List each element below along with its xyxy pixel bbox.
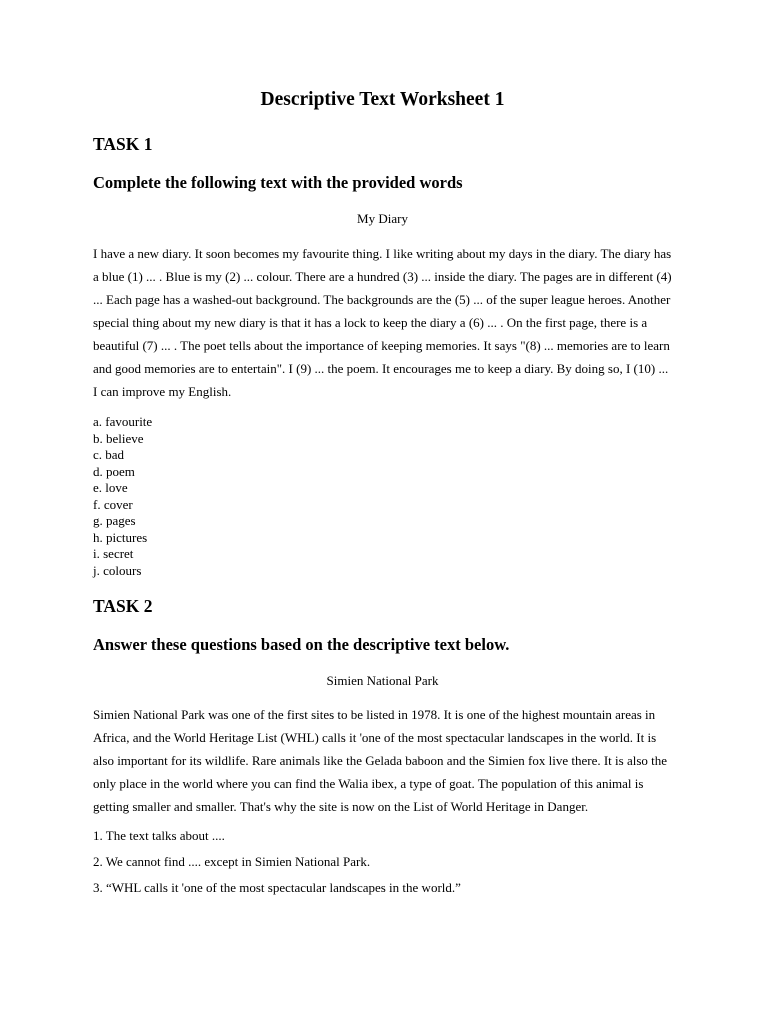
task2-passage-title: Simien National Park <box>326 673 439 688</box>
word-option: c. bad <box>93 447 125 462</box>
word-option: e. love <box>93 480 128 495</box>
task1-passage-title: My Diary <box>357 211 408 226</box>
task1-passage: I have a new diary. It soon becomes my favourite thing. I like writing about my days in the diary. The diary has a blue (1) ... . Blue is my (2) ... colour. There are a hundred (3) ... inside the diary. The pages are in different (4) ... Each page has a washed-out background. The backgrounds are the (5) ... of the super league heroes. Another special thing about my new diary is that it has a lock to keep the diary a (6) ... . On the first page, there is a beautiful (7) ... . The poet tells about the importance of keeping memories. It says "(8) ... memories are to learn and good memories are to entertain". I (9) ... the poem. It encourages me to keep a diary. By doing so, I (10) ... I can improve my English. <box>93 246 672 399</box>
word-option: i. secret <box>93 546 134 561</box>
task1-instruction: Complete the following text with the provided words <box>93 173 463 192</box>
word-option: h. pictures <box>93 529 148 545</box>
task2-passage: Simien National Park was one of the first sites to be listed in 1978. It is one of the highest mountain areas in Africa, and the World Heritage List (WHL) calls it 'one of the most spectacular landscapes in the world. It is also important for its wildlife. Rare animals like the Gelada baboon and the Simien fox live there. It is also the only place in the world where you can find the Walia ibex, a type of goat. The population of this animal is getting smaller and smaller. That's why the site is now on the List of World Heritage in Danger. <box>93 707 668 814</box>
document-title: Descriptive Text Worksheet 1 <box>260 89 505 110</box>
word-option: j. colours <box>93 562 142 578</box>
question-item: 3. “WHL calls it 'one of the most spectacular landscapes in the world.” <box>93 880 461 895</box>
word-options-list <box>93 414 672 579</box>
question-item: 2. We cannot find .... except in Simien National Park. <box>93 854 371 869</box>
questions-list <box>93 827 672 897</box>
task1-heading: TASK 1 <box>93 134 153 154</box>
word-option: d. poem <box>93 463 135 479</box>
question-item: 1. The text talks about .... <box>93 828 225 843</box>
task1-section <box>93 132 672 579</box>
word-option: g. pages <box>93 513 136 528</box>
word-option: a. favourite <box>93 414 153 429</box>
task2-section <box>93 594 672 897</box>
task2-heading: TASK 2 <box>93 596 153 616</box>
task2-instruction: Answer these questions based on the descriptive text below. <box>93 635 510 654</box>
word-option: b. believe <box>93 430 144 446</box>
word-option: f. cover <box>93 496 133 512</box>
